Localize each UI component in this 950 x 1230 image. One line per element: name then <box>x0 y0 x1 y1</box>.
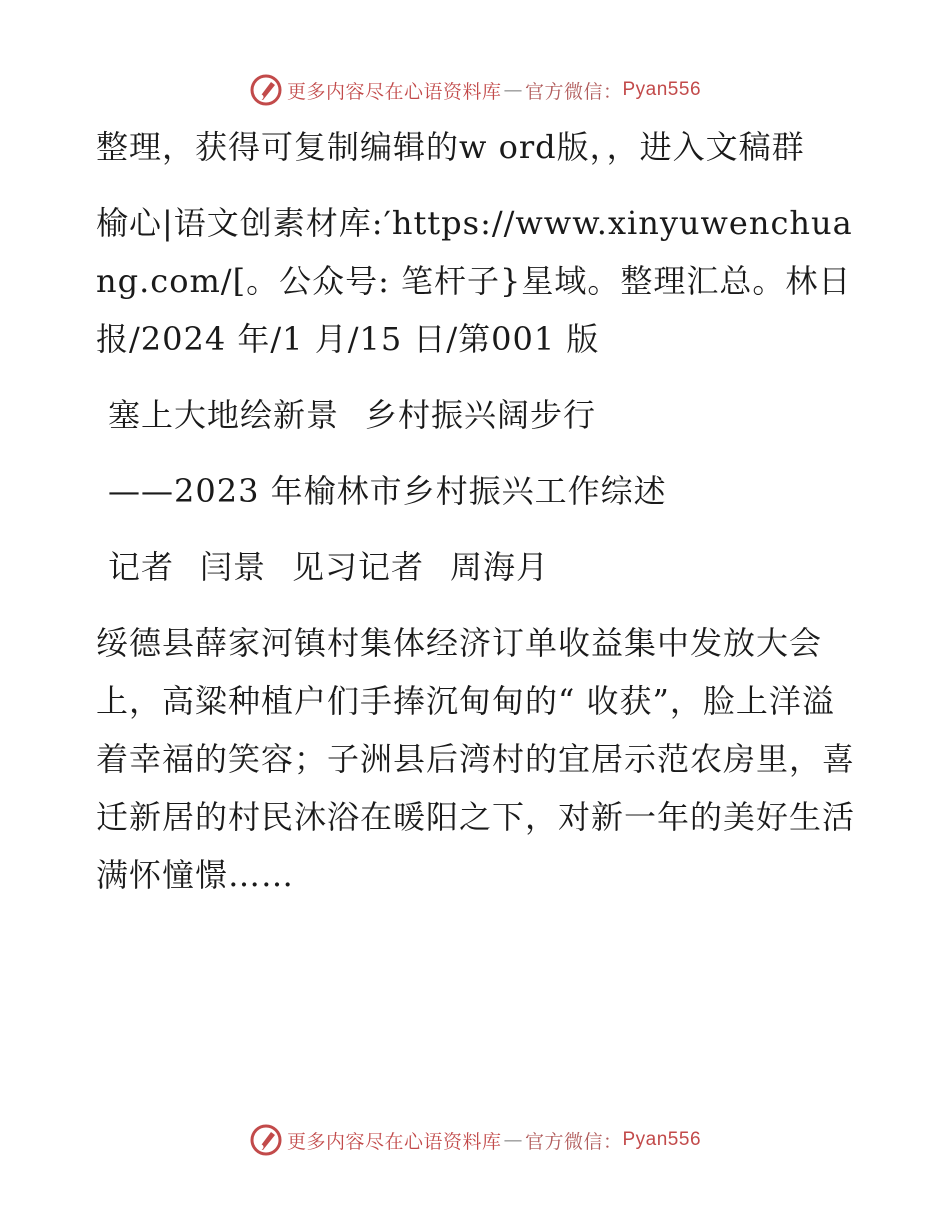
article-title <box>96 386 856 444</box>
article-subtitle: ——2023 年榆林市乡村振兴工作综述 <box>108 472 667 510</box>
watermark-label: 官方微信： <box>524 1130 623 1153</box>
watermark-text: 更多内容尽在心语资料库 <box>286 1130 502 1153</box>
byline-role-2: 见习记者 <box>292 548 425 586</box>
byline-name-2: 周海月 <box>450 548 550 586</box>
watermark-label: 官方微信： <box>524 80 623 103</box>
watermark-separator: — <box>503 79 523 101</box>
article-lead-paragraph: 绥德县薛家河镇村集体经济订单收益集中发放大会上，高粱种植户们手捧沉甸甸的“ 收获”，脸上洋溢着幸福的笑容；子洲县后湾村的宜居示范农房里，喜迁新居的村民沐浴在暖阳之下，对新一年的美好生活满怀憧憬…… <box>96 624 856 894</box>
document-body <box>96 118 856 922</box>
pen-circle-logo-icon <box>249 73 283 107</box>
watermark-text: 更多内容尽在心语资料库 <box>286 80 502 103</box>
article-title-part-2: 乡村振兴阔步行 <box>365 396 597 434</box>
header-watermark <box>0 70 950 110</box>
article-byline <box>96 538 856 596</box>
source-paragraph: 榆心|语文创素材库:′https://www.xinyuwenchuang.com/[。公众号: 笔杆子}星域。整理汇总。林日报/2024 年/1 月/15 日/第001 版 <box>96 204 853 358</box>
watermark-wechat-id: Pyan556 <box>622 79 702 100</box>
watermark-separator: — <box>503 1129 523 1151</box>
footer-watermark <box>0 1120 950 1160</box>
intro-paragraph: 整理，获得可复制编辑的w ord版，，进入文稿群 <box>96 128 805 166</box>
byline-role-1: 记者 <box>108 548 175 586</box>
watermark-wechat-id: Pyan556 <box>622 1129 702 1150</box>
byline-name-1: 闫景 <box>200 548 267 586</box>
pen-circle-logo-icon <box>249 1123 283 1157</box>
article-title-part-1: 塞上大地绘新景 <box>108 396 340 434</box>
